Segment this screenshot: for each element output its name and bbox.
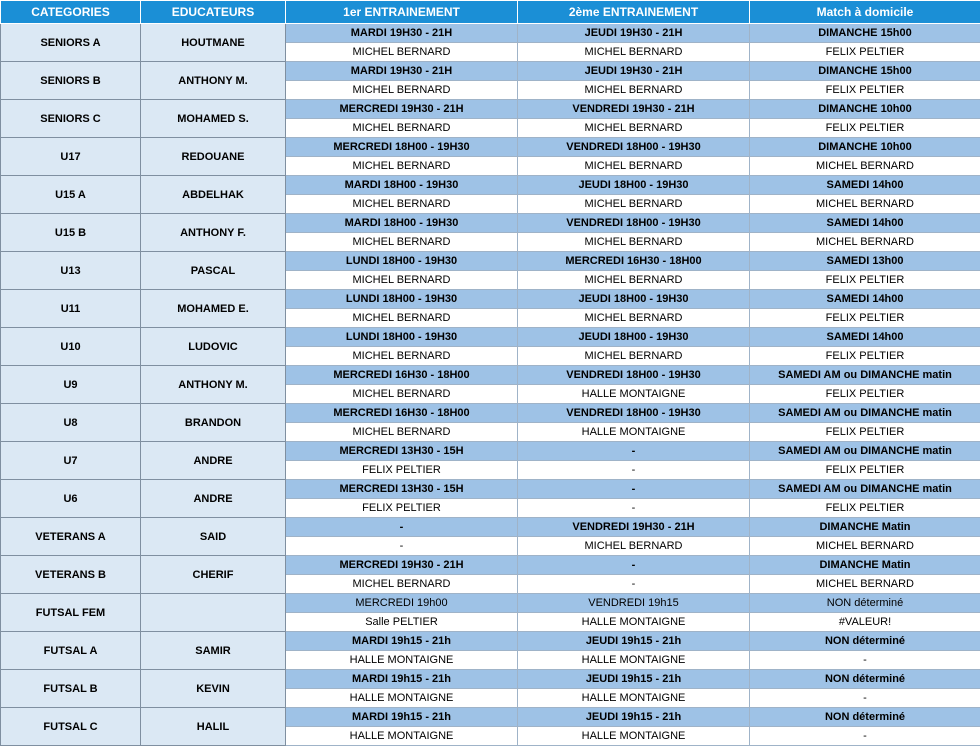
training-2-time: - bbox=[518, 480, 750, 499]
home-match-time: DIMANCHE 15h00 bbox=[750, 24, 980, 43]
home-match-time: NON déterminé bbox=[750, 594, 980, 613]
training-1-place: MICHEL BERNARD bbox=[286, 233, 518, 252]
training-1-time: MARDI 19h15 - 21h bbox=[286, 670, 518, 689]
training-1-time: - bbox=[286, 518, 518, 537]
educator-cell: ANTHONY M. bbox=[141, 62, 286, 100]
training-1-time: MERCREDI 18H00 - 19H30 bbox=[286, 138, 518, 157]
training-2-time: VENDREDI 18H00 - 19H30 bbox=[518, 214, 750, 233]
schedule-body bbox=[1, 24, 980, 746]
training-1-time: MARDI 19h15 - 21h bbox=[286, 708, 518, 727]
training-1-place: FELIX PELTIER bbox=[286, 461, 518, 480]
educator-cell: MOHAMED E. bbox=[141, 290, 286, 328]
training-2-time: - bbox=[518, 556, 750, 575]
home-match-place: MICHEL BERNARD bbox=[750, 537, 980, 556]
training-2-time: VENDREDI 18H00 - 19H30 bbox=[518, 138, 750, 157]
educator-cell: SAMIR bbox=[141, 632, 286, 670]
home-match-place: MICHEL BERNARD bbox=[750, 233, 980, 252]
training-1-place: MICHEL BERNARD bbox=[286, 157, 518, 176]
training-1-place: MICHEL BERNARD bbox=[286, 271, 518, 290]
home-match-time: NON déterminé bbox=[750, 708, 980, 727]
educator-cell: ANTHONY M. bbox=[141, 366, 286, 404]
training-1-time: MARDI 18H00 - 19H30 bbox=[286, 214, 518, 233]
table-row bbox=[1, 290, 980, 309]
educator-cell: LUDOVIC bbox=[141, 328, 286, 366]
training-1-time: MERCREDI 13H30 - 15H bbox=[286, 442, 518, 461]
table-row bbox=[1, 214, 980, 233]
category-cell: FUTSAL C bbox=[1, 708, 141, 746]
home-match-place: - bbox=[750, 689, 980, 708]
home-match-place: - bbox=[750, 651, 980, 670]
table-row bbox=[1, 708, 980, 727]
home-match-place: FELIX PELTIER bbox=[750, 43, 980, 62]
educator-cell: MOHAMED S. bbox=[141, 100, 286, 138]
header-training-2: 2ème ENTRAINEMENT bbox=[518, 1, 750, 24]
training-1-place: HALLE MONTAIGNE bbox=[286, 689, 518, 708]
training-2-time: MERCREDI 16H30 - 18H00 bbox=[518, 252, 750, 271]
training-2-place: HALLE MONTAIGNE bbox=[518, 385, 750, 404]
category-cell: U15 B bbox=[1, 214, 141, 252]
home-match-time: NON déterminé bbox=[750, 632, 980, 651]
training-2-place: MICHEL BERNARD bbox=[518, 81, 750, 100]
training-2-time: JEUDI 19h15 - 21h bbox=[518, 632, 750, 651]
training-2-place: MICHEL BERNARD bbox=[518, 233, 750, 252]
training-2-place: MICHEL BERNARD bbox=[518, 271, 750, 290]
table-row bbox=[1, 252, 980, 271]
table-row bbox=[1, 442, 980, 461]
training-2-time: VENDREDI 18H00 - 19H30 bbox=[518, 404, 750, 423]
educator-cell: KEVIN bbox=[141, 670, 286, 708]
training-2-place: MICHEL BERNARD bbox=[518, 309, 750, 328]
home-match-time: DIMANCHE 15h00 bbox=[750, 62, 980, 81]
home-match-time: SAMEDI AM ou DIMANCHE matin bbox=[750, 442, 980, 461]
training-1-place: MICHEL BERNARD bbox=[286, 81, 518, 100]
home-match-time: DIMANCHE 10h00 bbox=[750, 100, 980, 119]
home-match-time: SAMEDI AM ou DIMANCHE matin bbox=[750, 404, 980, 423]
home-match-time: DIMANCHE 10h00 bbox=[750, 138, 980, 157]
training-2-time: VENDREDI 19H30 - 21H bbox=[518, 100, 750, 119]
training-1-time: MERCREDI 16H30 - 18H00 bbox=[286, 366, 518, 385]
training-1-time: MARDI 19H30 - 21H bbox=[286, 62, 518, 81]
training-1-place: MICHEL BERNARD bbox=[286, 423, 518, 442]
category-cell: U8 bbox=[1, 404, 141, 442]
training-1-place: MICHEL BERNARD bbox=[286, 195, 518, 214]
home-match-place: FELIX PELTIER bbox=[750, 271, 980, 290]
training-1-time: LUNDI 18H00 - 19H30 bbox=[286, 290, 518, 309]
educator-cell: CHERIF bbox=[141, 556, 286, 594]
home-match-time: SAMEDI 14h00 bbox=[750, 328, 980, 347]
home-match-place: FELIX PELTIER bbox=[750, 119, 980, 138]
training-2-place: MICHEL BERNARD bbox=[518, 157, 750, 176]
educator-cell: HOUTMANE bbox=[141, 24, 286, 62]
home-match-time: SAMEDI 14h00 bbox=[750, 290, 980, 309]
category-cell: FUTSAL A bbox=[1, 632, 141, 670]
category-cell: U10 bbox=[1, 328, 141, 366]
training-1-time: MERCREDI 19H30 - 21H bbox=[286, 556, 518, 575]
training-1-time: MARDI 18H00 - 19H30 bbox=[286, 176, 518, 195]
table-row bbox=[1, 670, 980, 689]
home-match-place: MICHEL BERNARD bbox=[750, 157, 980, 176]
home-match-time: SAMEDI AM ou DIMANCHE matin bbox=[750, 480, 980, 499]
training-2-place: HALLE MONTAIGNE bbox=[518, 423, 750, 442]
home-match-place: FELIX PELTIER bbox=[750, 309, 980, 328]
educator-cell: REDOUANE bbox=[141, 138, 286, 176]
training-1-time: MERCREDI 16H30 - 18H00 bbox=[286, 404, 518, 423]
training-1-place: HALLE MONTAIGNE bbox=[286, 727, 518, 746]
header-categories: CATEGORIES bbox=[1, 1, 141, 24]
training-2-time: VENDREDI 18H00 - 19H30 bbox=[518, 366, 750, 385]
educator-cell: ANTHONY F. bbox=[141, 214, 286, 252]
training-1-place: MICHEL BERNARD bbox=[286, 347, 518, 366]
training-1-place: FELIX PELTIER bbox=[286, 499, 518, 518]
header-educators: EDUCATEURS bbox=[141, 1, 286, 24]
training-1-time: LUNDI 18H00 - 19H30 bbox=[286, 328, 518, 347]
training-1-time: LUNDI 18H00 - 19H30 bbox=[286, 252, 518, 271]
header-training-1: 1er ENTRAINEMENT bbox=[286, 1, 518, 24]
training-2-time: JEUDI 19H30 - 21H bbox=[518, 62, 750, 81]
category-cell: U17 bbox=[1, 138, 141, 176]
table-row bbox=[1, 62, 980, 81]
training-2-time: JEUDI 18H00 - 19H30 bbox=[518, 290, 750, 309]
training-2-time: JEUDI 18H00 - 19H30 bbox=[518, 176, 750, 195]
home-match-place: - bbox=[750, 727, 980, 746]
training-1-place: MICHEL BERNARD bbox=[286, 385, 518, 404]
table-row bbox=[1, 480, 980, 499]
training-1-time: MARDI 19H30 - 21H bbox=[286, 24, 518, 43]
table-row bbox=[1, 518, 980, 537]
educator-cell: PASCAL bbox=[141, 252, 286, 290]
category-cell: FUTSAL B bbox=[1, 670, 141, 708]
home-match-time: NON déterminé bbox=[750, 670, 980, 689]
table-row bbox=[1, 328, 980, 347]
home-match-time: SAMEDI 14h00 bbox=[750, 214, 980, 233]
header-row bbox=[1, 1, 980, 24]
training-1-time: MERCREDI 19h00 bbox=[286, 594, 518, 613]
training-2-time: VENDREDI 19h15 bbox=[518, 594, 750, 613]
training-1-place: HALLE MONTAIGNE bbox=[286, 651, 518, 670]
training-2-place: - bbox=[518, 499, 750, 518]
home-match-place: MICHEL BERNARD bbox=[750, 195, 980, 214]
category-cell: SENIORS A bbox=[1, 24, 141, 62]
table-row bbox=[1, 632, 980, 651]
home-match-place: MICHEL BERNARD bbox=[750, 575, 980, 594]
training-1-place: MICHEL BERNARD bbox=[286, 119, 518, 138]
table-row bbox=[1, 24, 980, 43]
category-cell: VETERANS A bbox=[1, 518, 141, 556]
training-2-place: HALLE MONTAIGNE bbox=[518, 651, 750, 670]
training-2-place: MICHEL BERNARD bbox=[518, 537, 750, 556]
training-2-place: MICHEL BERNARD bbox=[518, 347, 750, 366]
training-2-place: MICHEL BERNARD bbox=[518, 43, 750, 62]
table-row bbox=[1, 176, 980, 195]
training-1-time: MERCREDI 13H30 - 15H bbox=[286, 480, 518, 499]
home-match-time: SAMEDI AM ou DIMANCHE matin bbox=[750, 366, 980, 385]
table-row bbox=[1, 556, 980, 575]
home-match-place: FELIX PELTIER bbox=[750, 347, 980, 366]
training-2-place: HALLE MONTAIGNE bbox=[518, 689, 750, 708]
educator-cell: SAID bbox=[141, 518, 286, 556]
home-match-time: SAMEDI 14h00 bbox=[750, 176, 980, 195]
category-cell: U11 bbox=[1, 290, 141, 328]
category-cell: FUTSAL FEM bbox=[1, 594, 141, 632]
category-cell: U9 bbox=[1, 366, 141, 404]
home-match-place: FELIX PELTIER bbox=[750, 81, 980, 100]
home-match-place: FELIX PELTIER bbox=[750, 461, 980, 480]
training-1-time: MERCREDI 19H30 - 21H bbox=[286, 100, 518, 119]
training-2-time: - bbox=[518, 442, 750, 461]
category-cell: U6 bbox=[1, 480, 141, 518]
category-cell: U13 bbox=[1, 252, 141, 290]
training-1-place: - bbox=[286, 537, 518, 556]
table-row bbox=[1, 594, 980, 613]
training-1-place: MICHEL BERNARD bbox=[286, 43, 518, 62]
home-match-time: SAMEDI 13h00 bbox=[750, 252, 980, 271]
educator-cell: ABDELHAK bbox=[141, 176, 286, 214]
table-row bbox=[1, 138, 980, 157]
training-2-time: JEUDI 19h15 - 21h bbox=[518, 708, 750, 727]
home-match-time: DIMANCHE Matin bbox=[750, 556, 980, 575]
training-2-place: MICHEL BERNARD bbox=[518, 119, 750, 138]
category-cell: SENIORS B bbox=[1, 62, 141, 100]
table-row bbox=[1, 366, 980, 385]
educator-cell bbox=[141, 594, 286, 632]
training-2-place: - bbox=[518, 461, 750, 480]
training-1-place: Salle PELTIER bbox=[286, 613, 518, 632]
training-2-place: - bbox=[518, 575, 750, 594]
training-1-time: MARDI 19h15 - 21h bbox=[286, 632, 518, 651]
training-2-time: VENDREDI 19H30 - 21H bbox=[518, 518, 750, 537]
educator-cell: ANDRE bbox=[141, 480, 286, 518]
header-home-match: Match à domicile bbox=[750, 1, 980, 24]
category-cell: U15 A bbox=[1, 176, 141, 214]
category-cell: SENIORS C bbox=[1, 100, 141, 138]
educator-cell: BRANDON bbox=[141, 404, 286, 442]
training-2-place: HALLE MONTAIGNE bbox=[518, 613, 750, 632]
category-cell: VETERANS B bbox=[1, 556, 141, 594]
training-1-place: MICHEL BERNARD bbox=[286, 309, 518, 328]
home-match-place: FELIX PELTIER bbox=[750, 423, 980, 442]
training-2-place: MICHEL BERNARD bbox=[518, 195, 750, 214]
educator-cell: ANDRE bbox=[141, 442, 286, 480]
table-row bbox=[1, 404, 980, 423]
educator-cell: HALIL bbox=[141, 708, 286, 746]
home-match-place: FELIX PELTIER bbox=[750, 499, 980, 518]
training-2-time: JEUDI 19H30 - 21H bbox=[518, 24, 750, 43]
training-2-time: JEUDI 19h15 - 21h bbox=[518, 670, 750, 689]
home-match-place: #VALEUR! bbox=[750, 613, 980, 632]
home-match-place: FELIX PELTIER bbox=[750, 385, 980, 404]
training-2-place: HALLE MONTAIGNE bbox=[518, 727, 750, 746]
table-row bbox=[1, 100, 980, 119]
training-2-time: JEUDI 18H00 - 19H30 bbox=[518, 328, 750, 347]
home-match-time: DIMANCHE Matin bbox=[750, 518, 980, 537]
category-cell: U7 bbox=[1, 442, 141, 480]
training-1-place: MICHEL BERNARD bbox=[286, 575, 518, 594]
